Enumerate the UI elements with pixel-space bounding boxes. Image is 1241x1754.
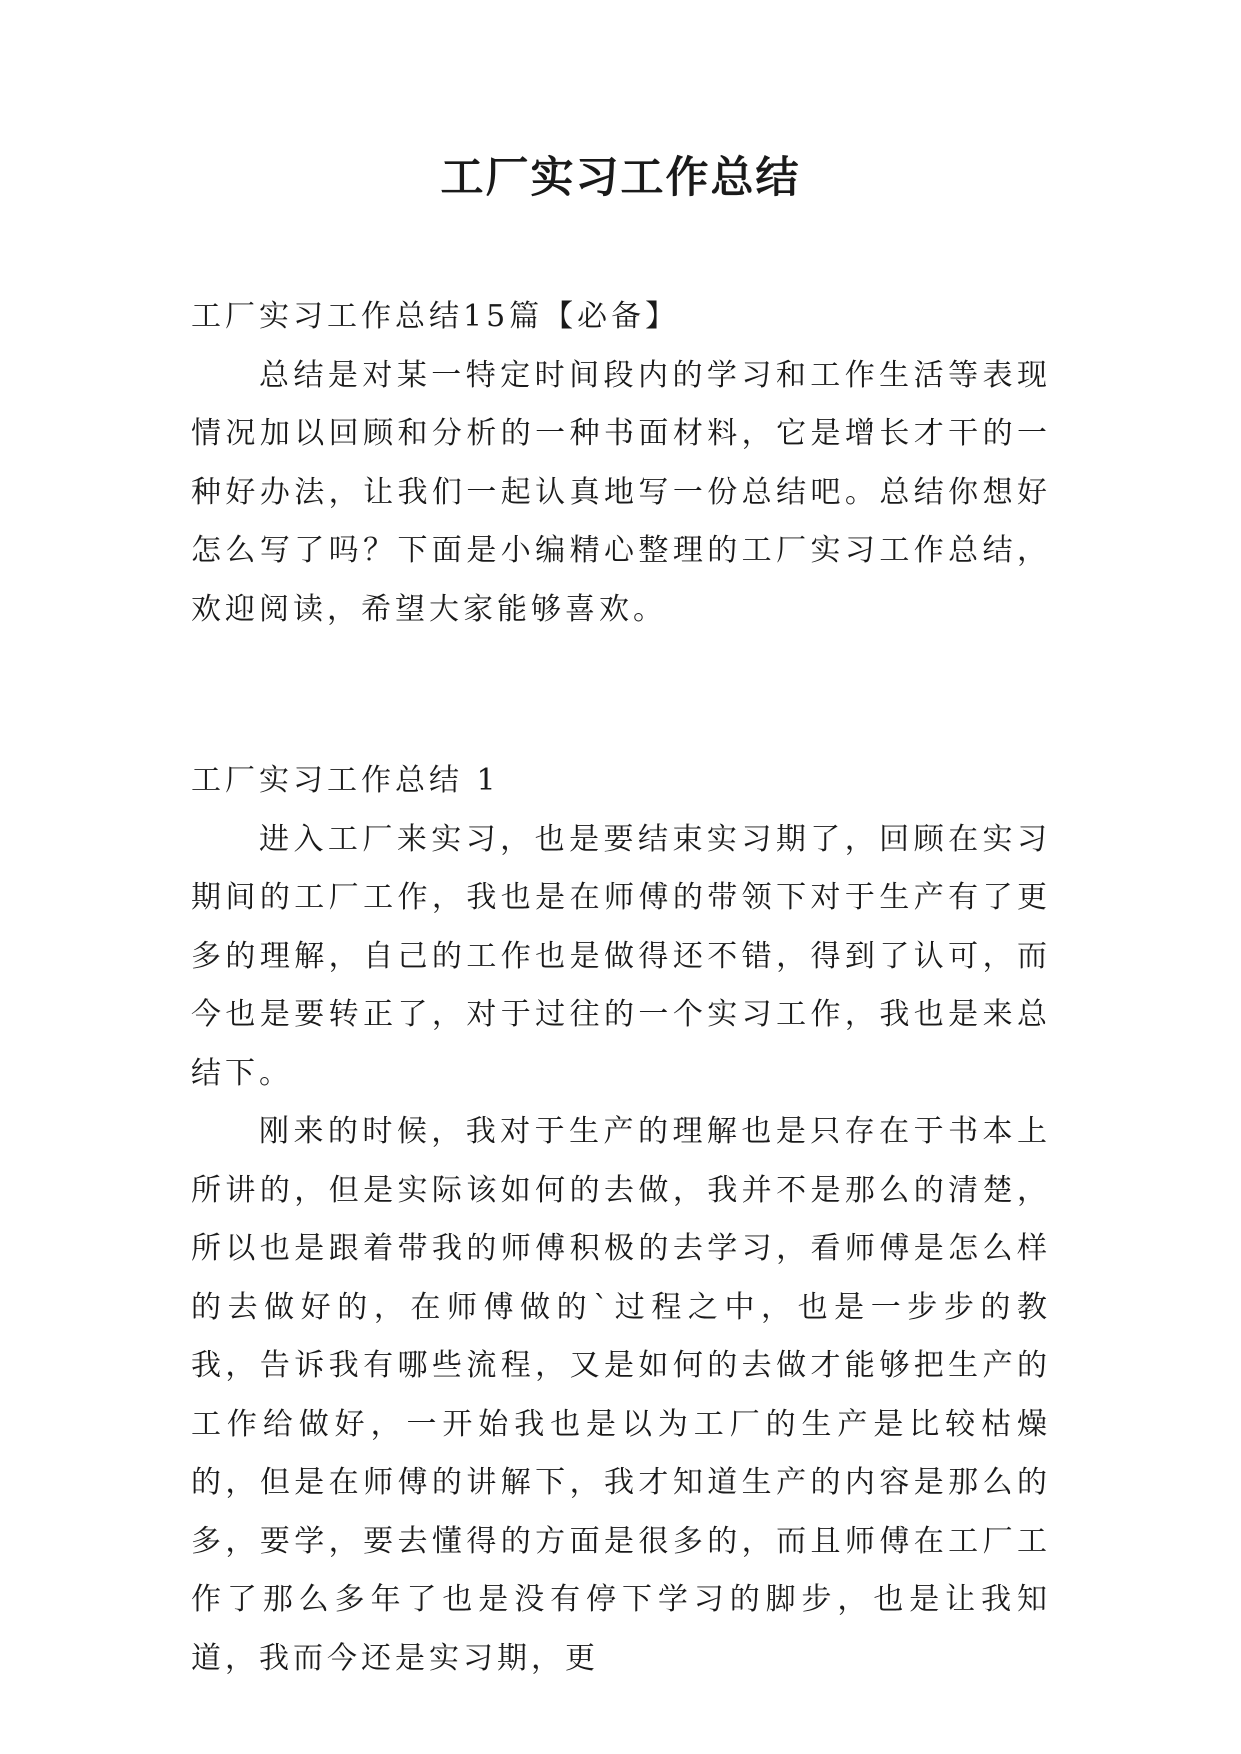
section-1 [191,752,1051,1688]
document-subtitle: 工厂实习工作总结15篇【必备】 [191,299,680,334]
intro-paragraph: 总结是对某一特定时间段内的学习和工作生活等表现情况加以回顾和分析的一种书面材料，它是增长才干的一种好办法，让我们一起认真地写一份总结吧。总结你想好怎么写了吗？下面是小编精心整理的工厂实习工作总结，欢迎阅读，希望大家能够喜欢。 [191,357,1051,627]
section-paragraph: 进入工厂来实习，也是要结束实习期了，回顾在实习期间的工厂工作，我也是在师傅的带领下对于生产有了更多的理解，自己的工作也是做得还不错，得到了认可，而今也是要转正了，对于过往的一个实习工作，我也是来总结下。 [191,821,1051,1091]
section-heading: 工厂实习工作总结 1 [191,763,500,798]
document-title: 工厂实习工作总结 [440,153,801,203]
intro-block [191,288,1051,639]
section-paragraph: 刚来的时候，我对于生产的理解也是只存在于书本上所讲的，但是实际该如何的去做，我并不是那么的清楚，所以也是跟着带我的师傅积极的去学习，看师傅是怎么样的去做好的，在师傅做的`过程之中，也是一步步的教我，告诉我有哪些流程，又是如何的去做才能够把生产的工作给做好，一开始我也是以为工厂的生产是比较枯燥的，但是在师傅的讲解下，我才知道生产的内容是那么的多，要学，要去懂得的方面是很多的，而且师傅在工厂工作了那么多年了也是没有停下学习的脚步，也是让我知道，我而今还是实习期，更 [191,1114,1051,1676]
